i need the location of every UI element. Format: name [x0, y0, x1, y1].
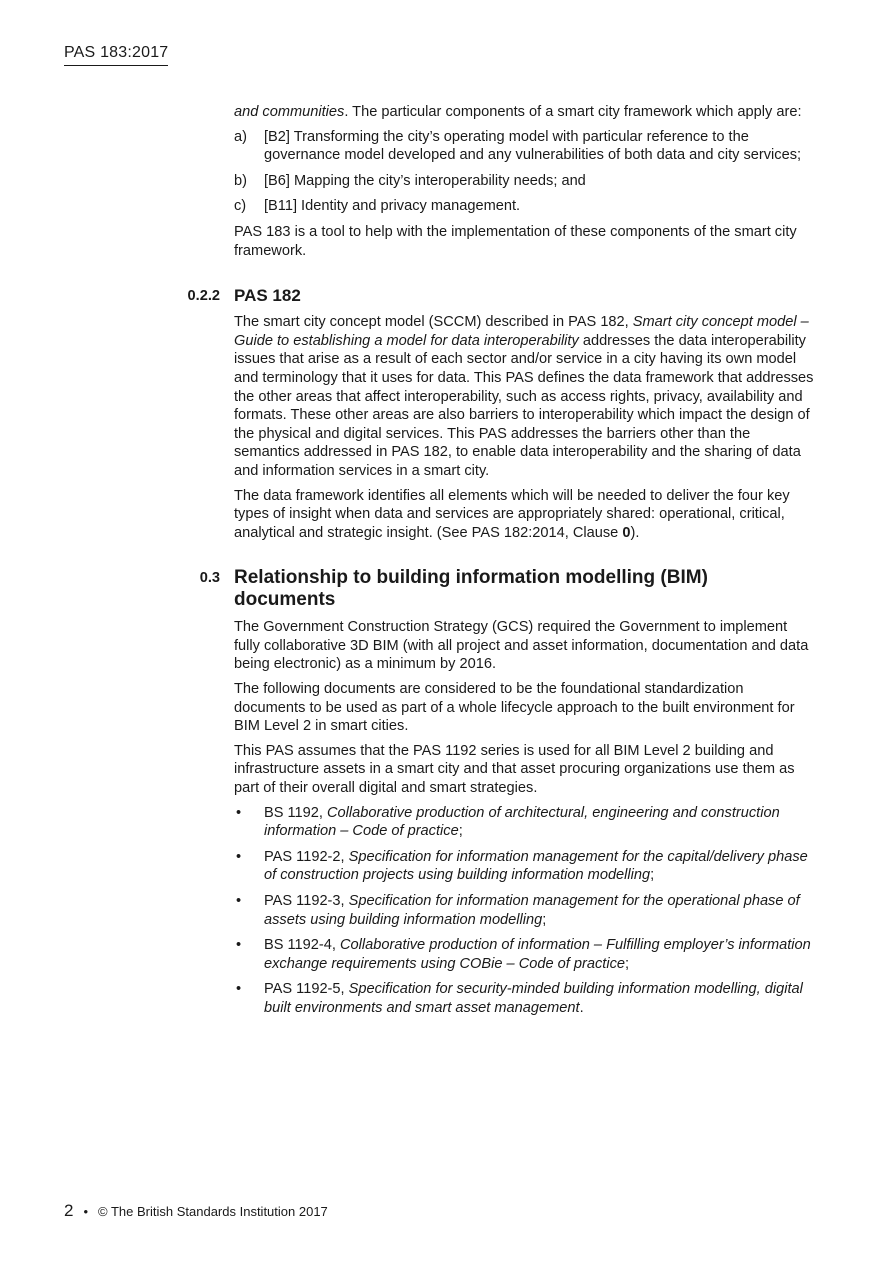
list-item [234, 892, 814, 929]
separator-dot: • [83, 1203, 89, 1219]
list-item [234, 848, 814, 885]
components-list [234, 128, 814, 216]
list-item-text: [B2] Transforming the city’s operating model with particular reference to the governance model developed and any vulnerabilities of both data and city services; [264, 128, 802, 164]
list-item [234, 128, 814, 165]
list-marker: c) [234, 198, 247, 215]
bim-documents-list [234, 804, 814, 1018]
standard-ref: PAS 1192-3, [264, 893, 349, 909]
list-marker: b) [234, 172, 247, 189]
section-paragraph [234, 487, 814, 543]
standard-title: Specification for security-minded building information modelling, digital built environments and smart asset management [264, 981, 803, 1016]
punctuation: ; [625, 955, 630, 972]
section-paragraph: The following documents are considered to be the foundational standardization documents to be used as part of a whole lifecycle approach to the built environment for BIM Level 2 in smart cities. [234, 681, 795, 735]
list-item [234, 804, 814, 841]
section-0-3 [199, 567, 814, 1017]
intro-text: . The particular components of a smart city framework which apply are: [344, 104, 802, 120]
list-marker: a) [234, 128, 247, 145]
list-item-text: [B6] Mapping the city’s interoperability needs; and [264, 172, 586, 189]
paragraph-text: The data framework identifies all elements which will be needed to deliver the four key types of insight when data and services are appropriately shared: operational, critical, analytical and strategic insight. (See PAS 182:2014, Clause [234, 487, 790, 541]
page-body [187, 103, 814, 1025]
copyright-notice: © The British Standards Institution 2017 [98, 1203, 328, 1219]
section-number: 0.3 [199, 570, 220, 587]
standard-ref: PAS 1192-2, [264, 848, 349, 865]
list-item [234, 980, 814, 1017]
bullet-icon: • [236, 937, 242, 954]
standard-ref: PAS 1192-5, [264, 981, 349, 998]
section-0-2-2 [187, 286, 814, 542]
page-number: 2 [64, 1201, 74, 1220]
bullet-icon: • [236, 893, 242, 909]
paragraph-text: ). [630, 524, 640, 541]
punctuation: ; [458, 823, 463, 840]
list-item-text: [B11] Identity and privacy management. [264, 198, 521, 215]
bullet-icon: • [236, 981, 242, 998]
document-title-italic: Smart city concept model – Guide to establishing a model for data interoperability [234, 314, 809, 349]
paragraph-text: The smart city concept model (SCCM) described in PAS 182, [234, 314, 633, 331]
standard-title: Specification for information management for the capital/delivery phase of construction projects using building information modelling [264, 848, 808, 884]
section-paragraph: The Government Construction Strategy (GCS) required the Government to implement fully collaborative 3D BIM (with all project and asset information, documentation and data being electronic) as a minimum by 2016. [234, 619, 809, 673]
punctuation: . [579, 999, 584, 1016]
section-title: Relationship to building information modelling (BIM) documents [234, 567, 708, 611]
clause-ref-bold: 0 [622, 524, 631, 541]
intro-paragraph [234, 103, 814, 122]
list-item [234, 172, 814, 191]
list-item [234, 936, 814, 973]
standard-title: Collaborative production of architectural, engineering and construction information – Code of practice [264, 804, 780, 840]
standard-title: Collaborative production of information – Fulfilling employer’s information exchange requirements using COBie – Code of practice [264, 937, 811, 972]
list-item [234, 197, 814, 216]
section-title: PAS 182 [234, 286, 301, 306]
section-number: 0.2.2 [187, 288, 220, 305]
standard-ref: BS 1192-4, [264, 937, 340, 954]
standard-ref: BS 1192, [264, 804, 328, 821]
intro-closing: PAS 183 is a tool to help with the implementation of these components of the smart city framework. [234, 223, 797, 259]
bullet-icon: • [236, 848, 242, 865]
running-header: PAS 183:2017 [64, 44, 168, 66]
section-paragraph [234, 313, 814, 480]
page-footer [64, 1201, 328, 1221]
paragraph-text: addresses the data interoperability issues that arise as a result of each sector and/or service in a city having its own model and terminology that it uses for data. This PAS defines the data framework that addresses the other areas that affect interoperability, such as access rights, privacy, availability and formats. These other areas are also barriers to interoperability which impact the design of the physical and digital services. This PAS addresses the barriers other than the semantics addressed in PAS 182, to enable data interoperability and the sharing of data and information services in a smart city. [234, 332, 814, 479]
punctuation: ; [650, 867, 655, 884]
intro-italic: and communities [234, 104, 345, 120]
punctuation: ; [542, 911, 547, 928]
section-paragraph: This PAS assumes that the PAS 1192 series is used for all BIM Level 2 building and infrastructure assets in a smart city and that asset procuring organizations use them as part of their overall digital and smart strategies. [234, 742, 795, 797]
standard-title: Specification for information management for the operational phase of assets using building information modelling [264, 893, 800, 928]
bullet-icon: • [236, 804, 242, 821]
